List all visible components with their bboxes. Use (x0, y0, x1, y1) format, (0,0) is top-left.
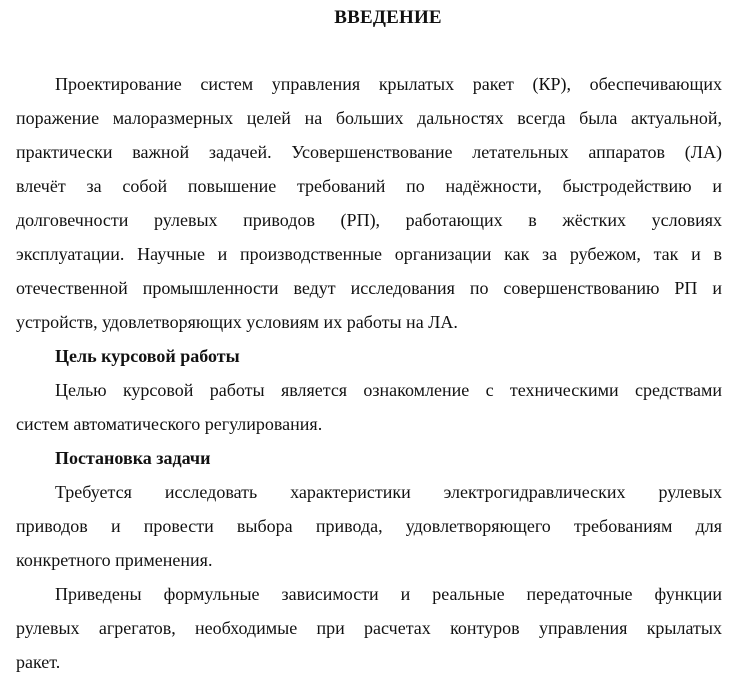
paragraph-line: отечественной промышленности ведут исследования по совершенствованию РП и (16, 278, 722, 298)
paragraph-line: приводов и провести выбора привода, удовлетворяющего требованиям для (16, 516, 722, 536)
paragraph-line: поражение малоразмерных целей на больших дальностях всегда была актуальной, (16, 108, 722, 128)
paragraph-line: устройств, удовлетворяющих условиям их работы на ЛА. (16, 312, 458, 332)
paragraph-line: эксплуатации. Научные и производственные организации как за рубежом, так и в (16, 244, 722, 264)
paragraph-line: систем автоматического регулирования. (16, 414, 323, 434)
paragraph-line: Целью курсовой работы является ознакомление с техническими средствами (55, 380, 722, 400)
paragraph-line: влечёт за собой повышение требований по надёжности, быстродействию и (16, 176, 722, 196)
paragraph-line: конкретного применения. (16, 550, 213, 570)
document-title: ВВЕДЕНИЕ (334, 7, 442, 28)
paragraph-line: Проектирование систем управления крылатых ракет (КР), обеспечивающих (55, 74, 722, 94)
paragraph-line: Приведены формульные зависимости и реальные передаточные функции (55, 584, 722, 604)
paragraph-line: практически важной задачей. Усовершенствование летательных аппаратов (ЛА) (16, 142, 722, 162)
goal-heading: Цель курсовой работы (55, 346, 240, 366)
paragraph-line: рулевых агрегатов, необходимые при расчетах контуров управления крылатых (16, 618, 722, 638)
paragraph-line: долговечности рулевых приводов (РП), работающих в жёстких условиях (16, 210, 722, 230)
task-heading: Постановка задачи (55, 448, 211, 468)
paragraph-line: ракет. (16, 652, 61, 672)
document-body (16, 67, 722, 679)
paragraph-line: Требуется исследовать характеристики электрогидравлических рулевых (55, 482, 722, 502)
